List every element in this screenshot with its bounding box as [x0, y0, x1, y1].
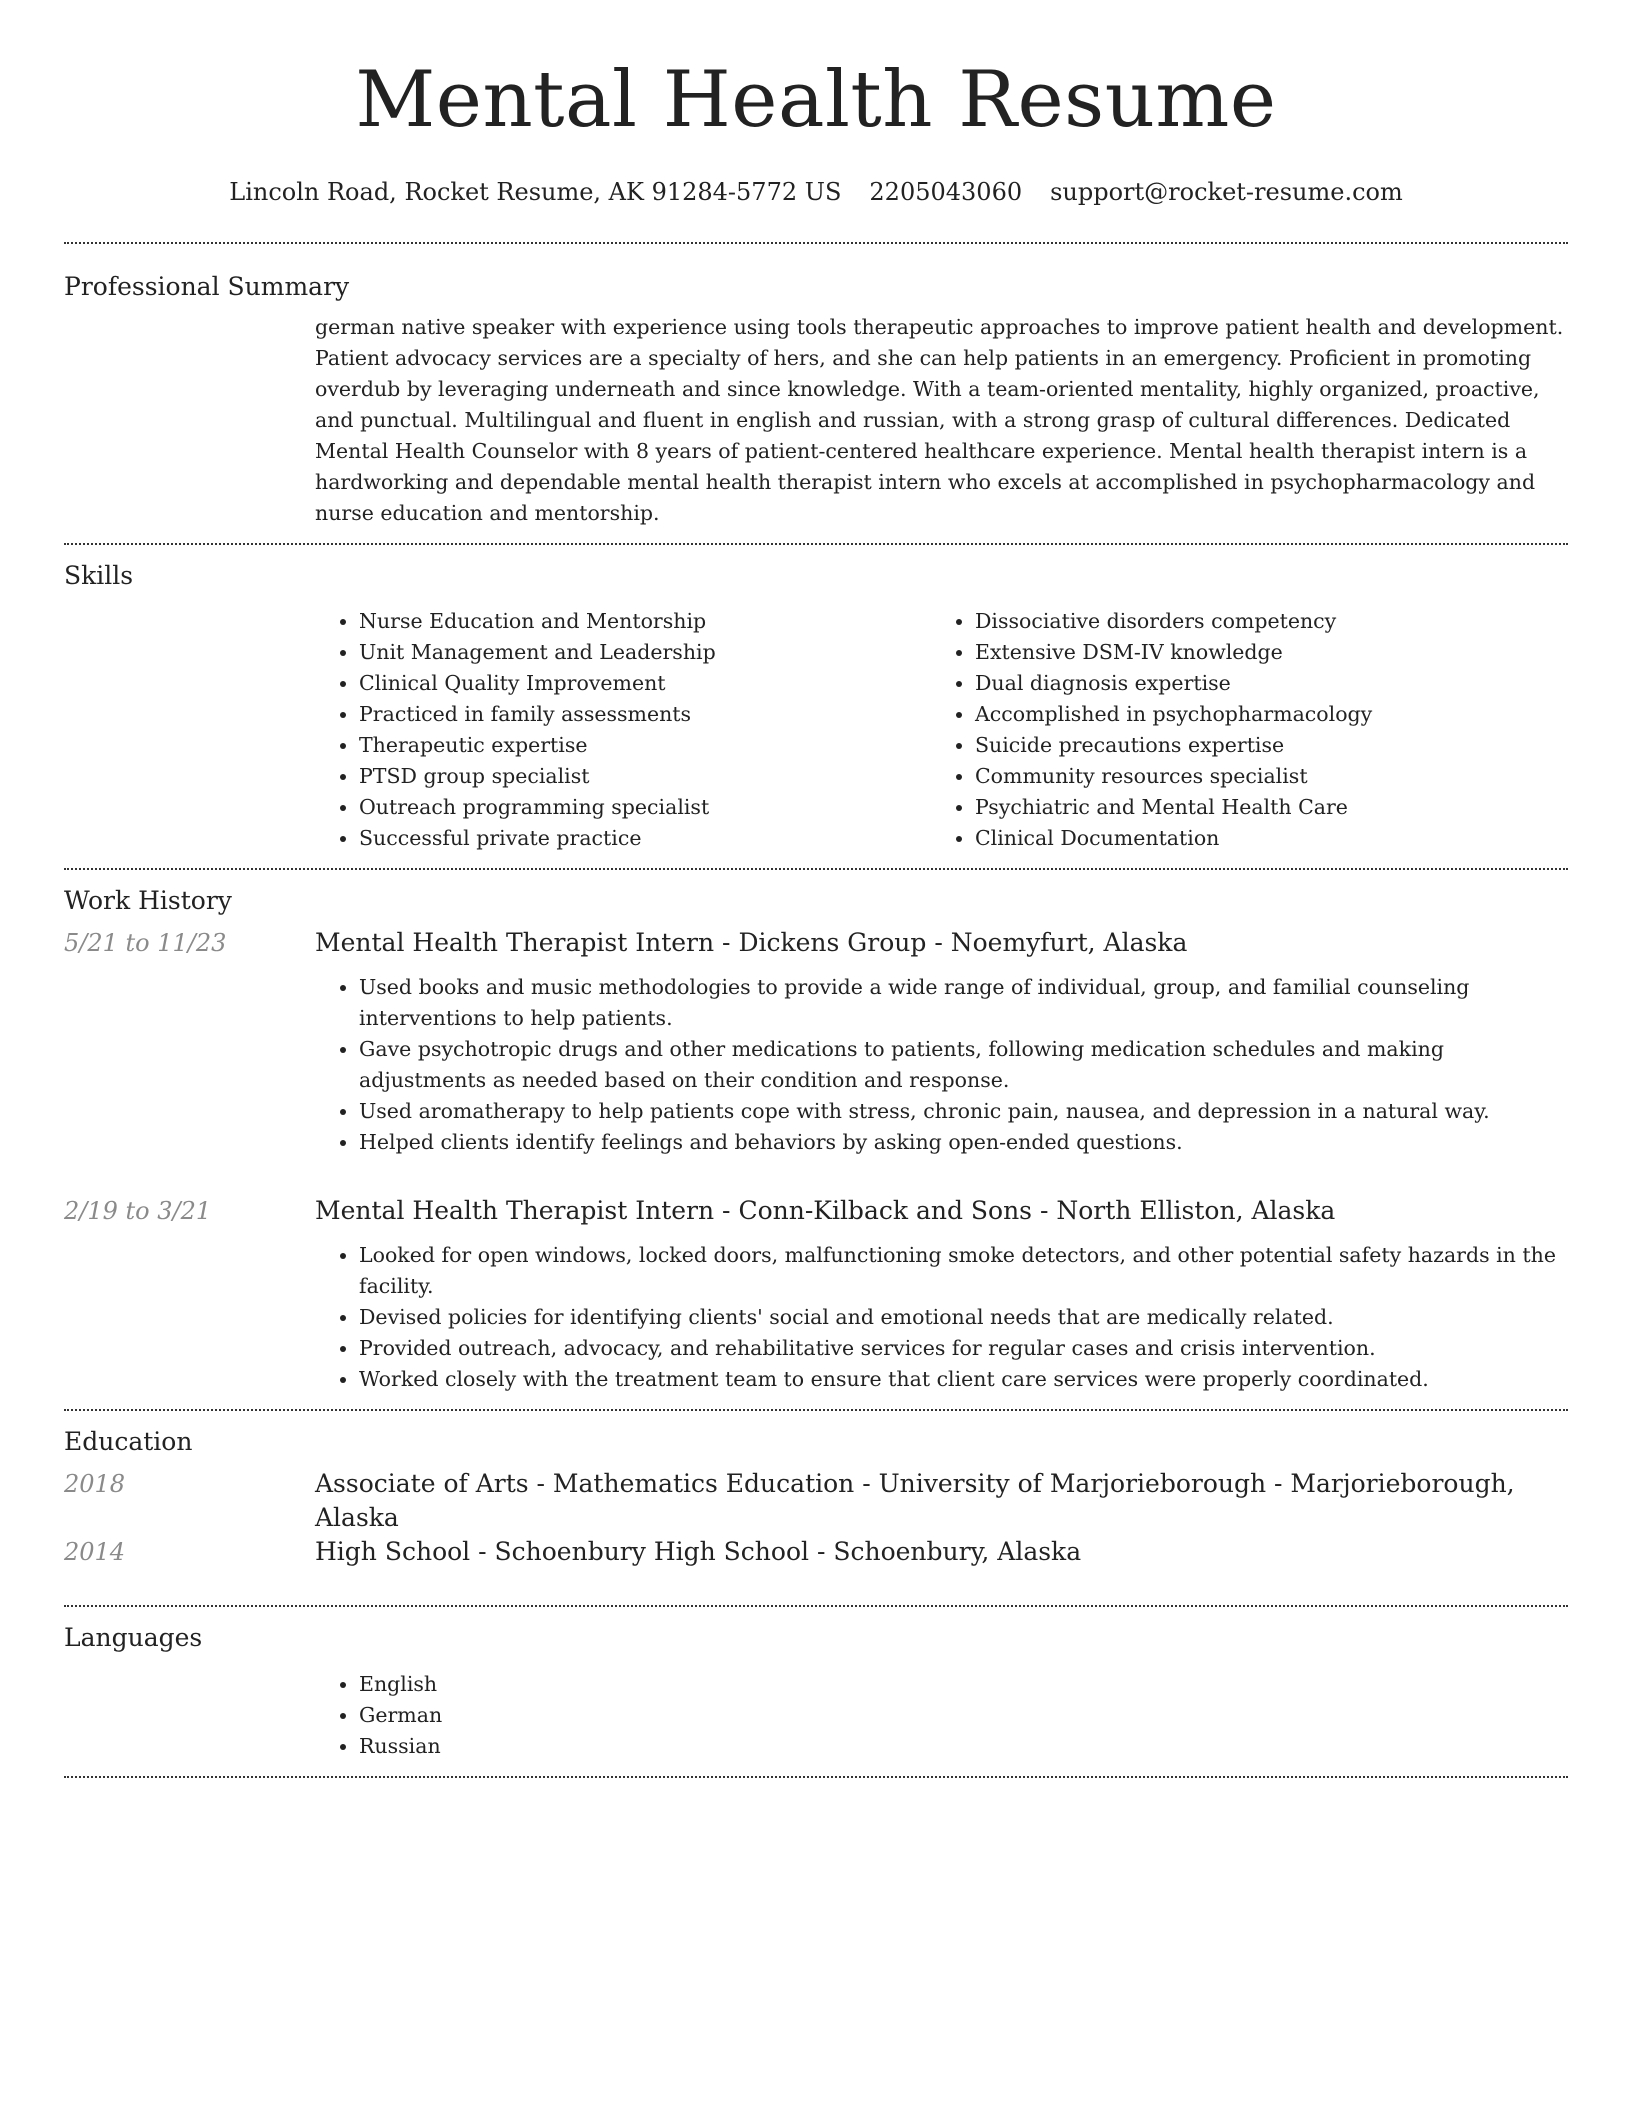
skill-item: • Psychiatric and Mental Health Care: [975, 792, 1547, 823]
section-title-languages: Languages: [64, 1623, 203, 1652]
job-bullet-list: [315, 1240, 1568, 1395]
section-title-summary: Professional Summary: [64, 272, 350, 301]
job-bullet: • Used aromatherapy to help patients cope with stress, chronic pain, nausea, and depression in a natural way.: [359, 1096, 1568, 1127]
job-title-line: Mental Health Therapist Intern - Dickens Group - Noemyfurt, Alaska: [315, 928, 1188, 957]
summary-section: [64, 244, 1568, 543]
contact-phone: 2205043060: [869, 178, 1023, 206]
job-bullet-list: [315, 972, 1568, 1158]
skill-item: • Community resources specialist: [975, 761, 1547, 792]
education-year: 2014: [64, 1538, 126, 1566]
languages-body: [315, 1649, 1568, 1776]
job-bullet: • Helped clients identify feelings and behaviors by asking open-ended questions.: [359, 1127, 1568, 1158]
language-item: • German: [359, 1700, 1568, 1731]
education-entries: [64, 1453, 1568, 1605]
skill-item: • Successful private practice: [359, 823, 931, 854]
skills-column-right: [931, 606, 1547, 854]
section-title-skills: Skills: [64, 561, 134, 590]
skills-columns: [315, 587, 1568, 868]
job-title-line: Mental Health Therapist Intern - Conn-Kilback and Sons - North Elliston, Alaska: [315, 1196, 1336, 1225]
education-entry: [64, 1467, 1568, 1535]
summary-text: german native speaker with experience using tools therapeutic approaches to improve patient health and development. Patient advocacy services are a specialty of hers, and she can help patients in an emergency. Proficient in promoting overdub by leveraging underneath and since knowledge. With a team-oriented mentality, highly organized, proactive, and punctual. Multilingual and fluent in english and russian, with a strong grasp of cultural differences. Dedicated Mental Health Counselor with 8 years of patient-centered healthcare experience. Mental health therapist intern is a hardworking and dependable mental health therapist intern who excels at accomplished in psychopharmacology and nurse education and mentorship.: [315, 315, 1564, 525]
language-item: • Russian: [359, 1731, 1568, 1762]
job-bullet: • Looked for open windows, locked doors, malfunctioning smoke detectors, and other potential safety hazards in the facility.: [359, 1240, 1568, 1302]
skill-item: • Practiced in family assessments: [359, 699, 931, 730]
skills-list-left: [315, 606, 931, 854]
job-bullet: • Provided outreach, advocacy, and rehabilitative services for regular cases and crisis intervention.: [359, 1333, 1568, 1364]
skill-item: • Clinical Documentation: [975, 823, 1547, 854]
skill-item: • Unit Management and Leadership: [359, 637, 931, 668]
education-line: Associate of Arts - Mathematics Education - University of Marjorieborough - Marjorieborough, Alaska: [315, 1469, 1515, 1532]
section-title-education: Education: [64, 1427, 193, 1456]
job-dates: 5/21 to 11/23: [64, 929, 227, 957]
education-entry: [64, 1535, 1568, 1603]
job-bullet: • Worked closely with the treatment team to ensure that client care services were properly coordinated.: [359, 1364, 1568, 1395]
resume-header: [64, 0, 1568, 208]
job-entry: [64, 926, 1568, 1158]
job-dates: 2/19 to 3/21: [64, 1197, 212, 1225]
skill-item: • Dissociative disorders competency: [975, 606, 1547, 637]
job-bullet: • Devised policies for identifying clients' social and emotional needs that are medically related.: [359, 1302, 1568, 1333]
skill-item: • Nurse Education and Mentorship: [359, 606, 931, 637]
skill-item: • Therapeutic expertise: [359, 730, 931, 761]
skill-item: • Outreach programming specialist: [359, 792, 931, 823]
education-year: 2018: [64, 1470, 126, 1498]
skills-section: [64, 545, 1568, 868]
languages-section: [64, 1607, 1568, 1776]
skill-item: • Suicide precautions expertise: [975, 730, 1547, 761]
contact-email: support@rocket-resume.com: [1050, 178, 1403, 206]
summary-body: [315, 292, 1568, 543]
skill-item: • Accomplished in psychopharmacology: [975, 699, 1547, 730]
language-item: • English: [359, 1669, 1568, 1700]
job-bullet: • Gave psychotropic drugs and other medications to patients, following medication schedules and making adjustments as needed based on their condition and response.: [359, 1034, 1568, 1096]
contact-line: [64, 176, 1568, 208]
languages-list: [315, 1669, 1568, 1762]
job-entry: [64, 1194, 1568, 1395]
skill-item: • PTSD group specialist: [359, 761, 931, 792]
section-divider: [64, 1776, 1568, 1778]
education-line: High School - Schoenbury High School - Schoenbury, Alaska: [315, 1537, 1082, 1566]
skills-list-right: [931, 606, 1547, 854]
section-title-work: Work History: [64, 886, 232, 915]
job-bullet: • Used books and music methodologies to provide a wide range of individual, group, and familial counseling interventions to help patients.: [359, 972, 1568, 1034]
candidate-name: Mental Health Resume: [355, 55, 1277, 145]
education-section: [64, 1411, 1568, 1605]
skill-item: • Dual diagnosis expertise: [975, 668, 1547, 699]
work-section: [64, 870, 1568, 1409]
skill-item: • Extensive DSM-IV knowledge: [975, 637, 1547, 668]
contact-address: Lincoln Road, Rocket Resume, AK 91284-5772 US: [229, 178, 842, 206]
skills-column-left: [315, 606, 931, 854]
skill-item: • Clinical Quality Improvement: [359, 668, 931, 699]
work-jobs: [64, 912, 1568, 1409]
